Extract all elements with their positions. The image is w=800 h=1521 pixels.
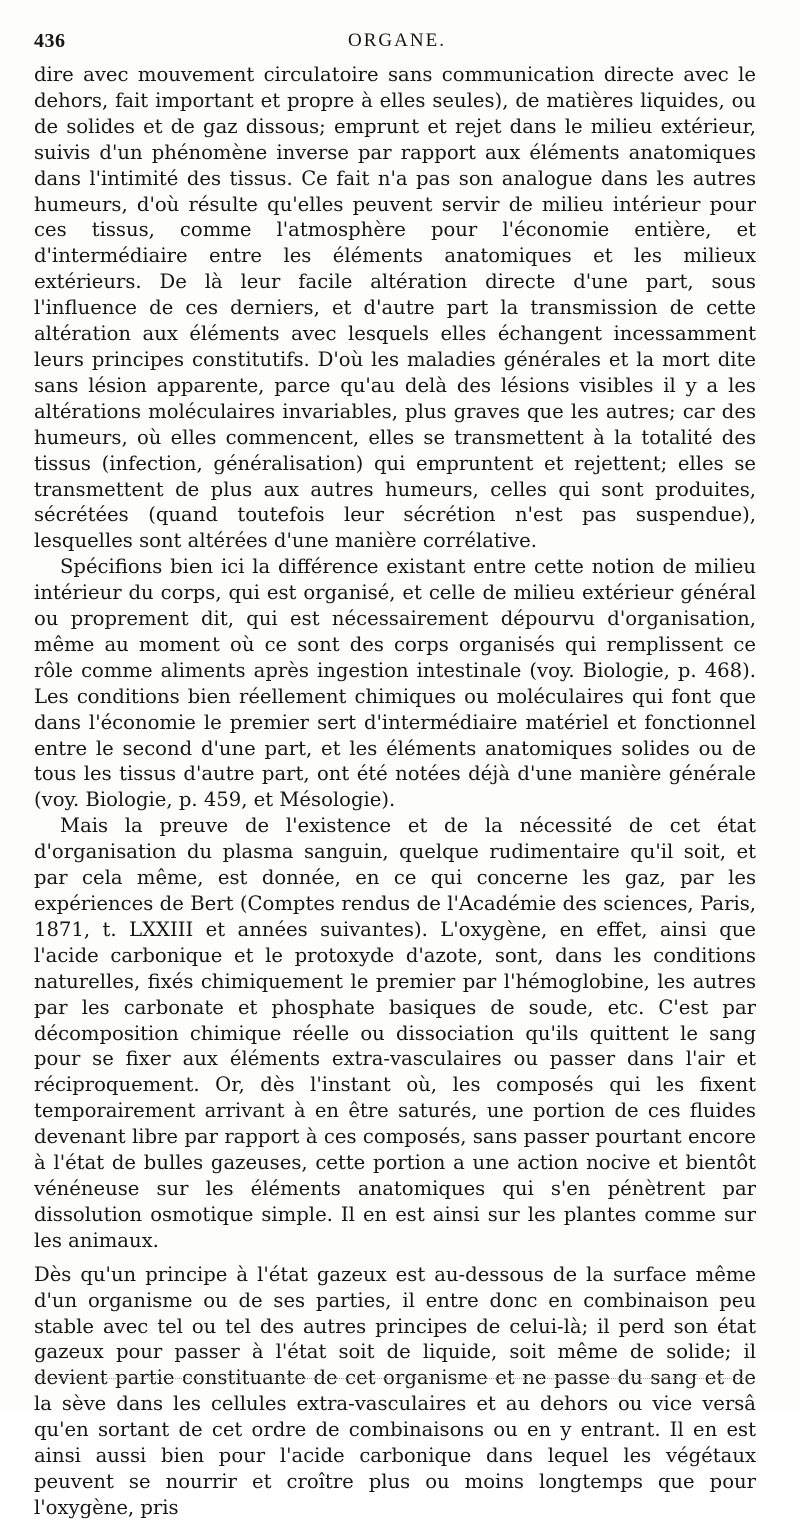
paragraph-2: Spécifions bien ici la différence existant entre cette notion de milieu intérieur du corps, qui est organisé, et celle de milieu extérieur général ou proprement dit, qui est nécessairement dépourvu d'organisation, même au moment où ce sont des corps organisés qui remplissent ce rôle comme aliments après ingestion intestinale (voy. Biologie, p. 468). Les conditions bien réellement chimiques ou moléculaires qui font que dans l'économie le premier sert d'intermédiaire matériel et fonctionnel entre le second d'une part, et les éléments anatomiques solides ou de tous les tissus d'autre part, ont été notées déjà d'une manière générale (voy. Biologie, p. 459, et Mésologie).	[34, 555, 756, 812]
bottom-rule	[34, 1378, 750, 1379]
page-number: 436	[34, 30, 66, 52]
paragraph-1: dire avec mouvement circulatoire sans communication directe avec le dehors, fait important et propre à elles seules), de matières liquides, ou de solides et de gaz dissous; emprunt et rejet dans le milieu extérieur, suivis d'un phénomène inverse par rapport aux éléments anatomiques dans l'intimité des tissus. Ce fait n'a pas son analogue dans les autres humeurs, d'où résulte qu'elles peuvent servir de milieu intérieur pour ces tissus, comme l'atmosphère pour l'économie entière, et d'intermédiaire entre les éléments anatomiques et les milieux extérieurs. De là leur facile altération directe d'une part, sous l'influence de ces derniers, et d'autre part la transmission de cette altération aux éléments avec lesquels elles échangent incessamment leurs principes constitutifs. D'où les maladies générales et la mort dite sans lésion apparente, parce qu'au delà des lésions visibles il y a les altérations moléculaires invariables, plus graves que les autres; car des humeurs, où elles commencent, elles se transmettent à la totalité des tissus (infection, généralisation) qui empruntent et rejettent; elles se transmettent de plus aux autres humeurs, celles qui sont produites, sécrétées (quand toutefois leur sécrétion n'est pas suspendue), lesquelles sont altérées d'une manière corrélative.	[34, 63, 756, 553]
paragraph-spacer	[34, 1254, 756, 1262]
page-header	[34, 30, 760, 56]
paragraph-3: Mais la preuve de l'existence et de la nécessité de cet état d'organisation du plasma sanguin, quelque rudimentaire qu'il soit, et par cela même, est donnée, en ce qui concerne les gaz, par les expériences de Bert (Comptes rendus de l'Académie des sciences, Paris, 1871, t. LXXIII et années suivantes). L'oxygène, en effet, ainsi que l'acide carbonique et le protoxyde d'azote, sont, dans les conditions naturelles, fixés chimiquement le premier par l'hémoglobine, les autres par les carbonate et phosphate basiques de soude, etc. C'est par décomposition chimique réelle ou dissociation qu'ils quittent le sang pour se fixer aux éléments extra-vasculaires ou passer dans l'air et réciproquement. Or, dès l'instant où, les composés qui les fixent temporairement arrivant à en être saturés, une portion de ces fluides devenant libre par rapport à ces composés, sans passer pourtant encore à l'état de bulles gazeuses, cette portion a une action nocive et bientôt vénéneuse sur les éléments anatomiques qui s'en pénètrent par dissolution osmotique simple. Il en est ainsi sur les plantes comme sur les animaux.	[34, 814, 756, 1252]
body-text	[34, 62, 756, 1521]
paragraph-4: Dès qu'un principe à l'état gazeux est au-dessous de la surface même d'un organisme ou de ses parties, il entre donc en combinaison peu stable avec tel ou tel des autres principes de celui-là; il perd son état gazeux pour passer à l'état soit de liquide, soit même de solide; il devient partie constituante de cet organisme et ne passe du sang et de la sève dans les cellules extra-vasculaires et au dehors ou vice versâ qu'en sortant de cet ordre de combinaisons ou en y entrant. Il en est ainsi aussi bien pour l'acide carbonique dans lequel les végétaux peuvent se nourrir et croître plus ou moins longtemps que pour l'oxygène, pris	[34, 1262, 756, 1519]
running-title: ORGANE.	[348, 30, 446, 51]
